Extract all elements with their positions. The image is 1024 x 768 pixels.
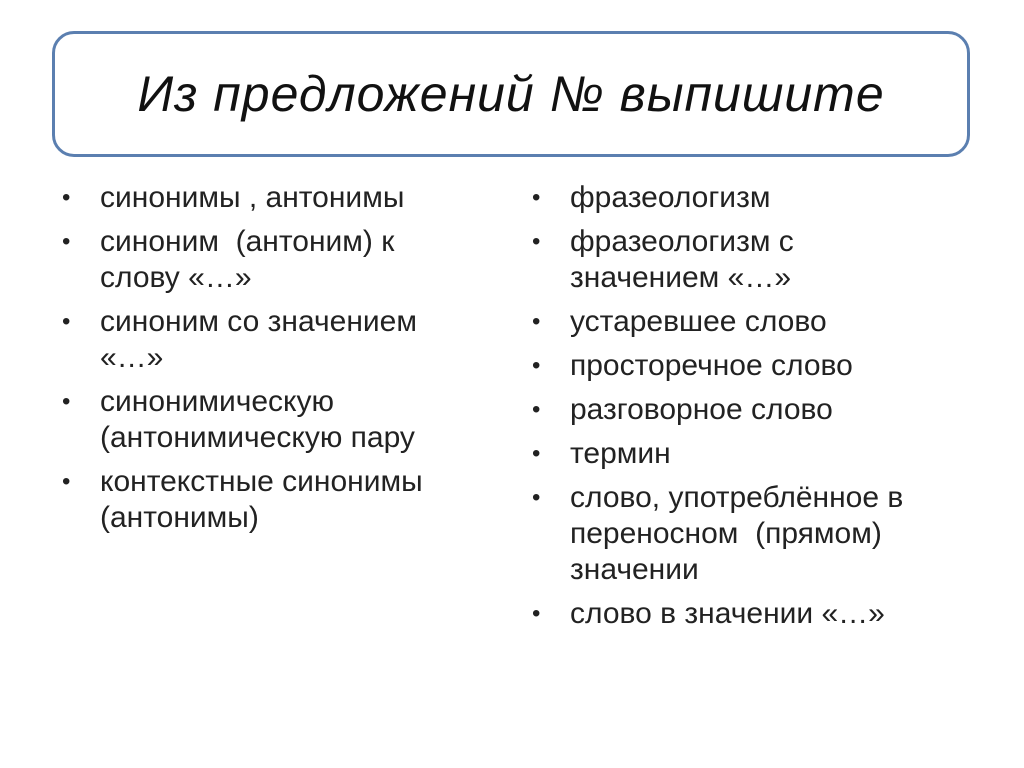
bullet-icon: •: [532, 308, 541, 335]
list-item: [532, 348, 962, 384]
list-item: [62, 464, 492, 536]
left-bullet-list: [62, 180, 492, 544]
list-item-text: слово, употреблённое в переносном (прямом) значении: [570, 481, 904, 586]
slide-title: Из предложений № выпишите: [137, 66, 885, 122]
bullet-icon: •: [62, 228, 71, 255]
bullet-icon: •: [62, 184, 71, 211]
list-item-text: термин: [570, 437, 671, 470]
bullet-icon: •: [532, 440, 541, 467]
list-item: [532, 480, 962, 588]
list-item-text: слово в значении «…»: [570, 597, 885, 630]
bullet-icon: •: [532, 228, 541, 255]
list-item: [532, 224, 962, 296]
bullet-icon: •: [62, 388, 71, 415]
list-item-text: разговорное слово: [570, 393, 833, 426]
bullet-icon: •: [532, 396, 541, 423]
bullet-icon: •: [532, 184, 541, 211]
title-box: [52, 31, 970, 157]
list-item: [532, 304, 962, 340]
list-item: [532, 180, 962, 216]
right-bullet-list: [532, 180, 962, 640]
list-item-text: синоним со значением «…»: [100, 305, 417, 374]
list-item-text: контекстные синонимы (антонимы): [100, 465, 423, 534]
list-item: [532, 436, 962, 472]
bullet-icon: •: [532, 352, 541, 379]
list-item-text: синонимическую (антонимическую пару: [100, 385, 415, 454]
list-item: [62, 304, 492, 376]
list-item-text: фразеологизм: [570, 181, 771, 214]
list-item: [62, 180, 492, 216]
list-item: [532, 596, 962, 632]
list-item-text: просторечное слово: [570, 349, 853, 382]
list-item-text: устаревшее слово: [570, 305, 827, 338]
list-item: [62, 384, 492, 456]
bullet-icon: •: [532, 600, 541, 627]
bullet-icon: •: [532, 484, 541, 511]
list-item-text: синонимы , антонимы: [100, 181, 405, 214]
list-item: [532, 392, 962, 428]
list-item-text: синоним (антоним) к слову «…»: [100, 225, 395, 294]
bullet-icon: •: [62, 468, 71, 495]
list-item: [62, 224, 492, 296]
bullet-icon: •: [62, 308, 71, 335]
list-item-text: фразеологизм с значением «…»: [570, 225, 794, 294]
